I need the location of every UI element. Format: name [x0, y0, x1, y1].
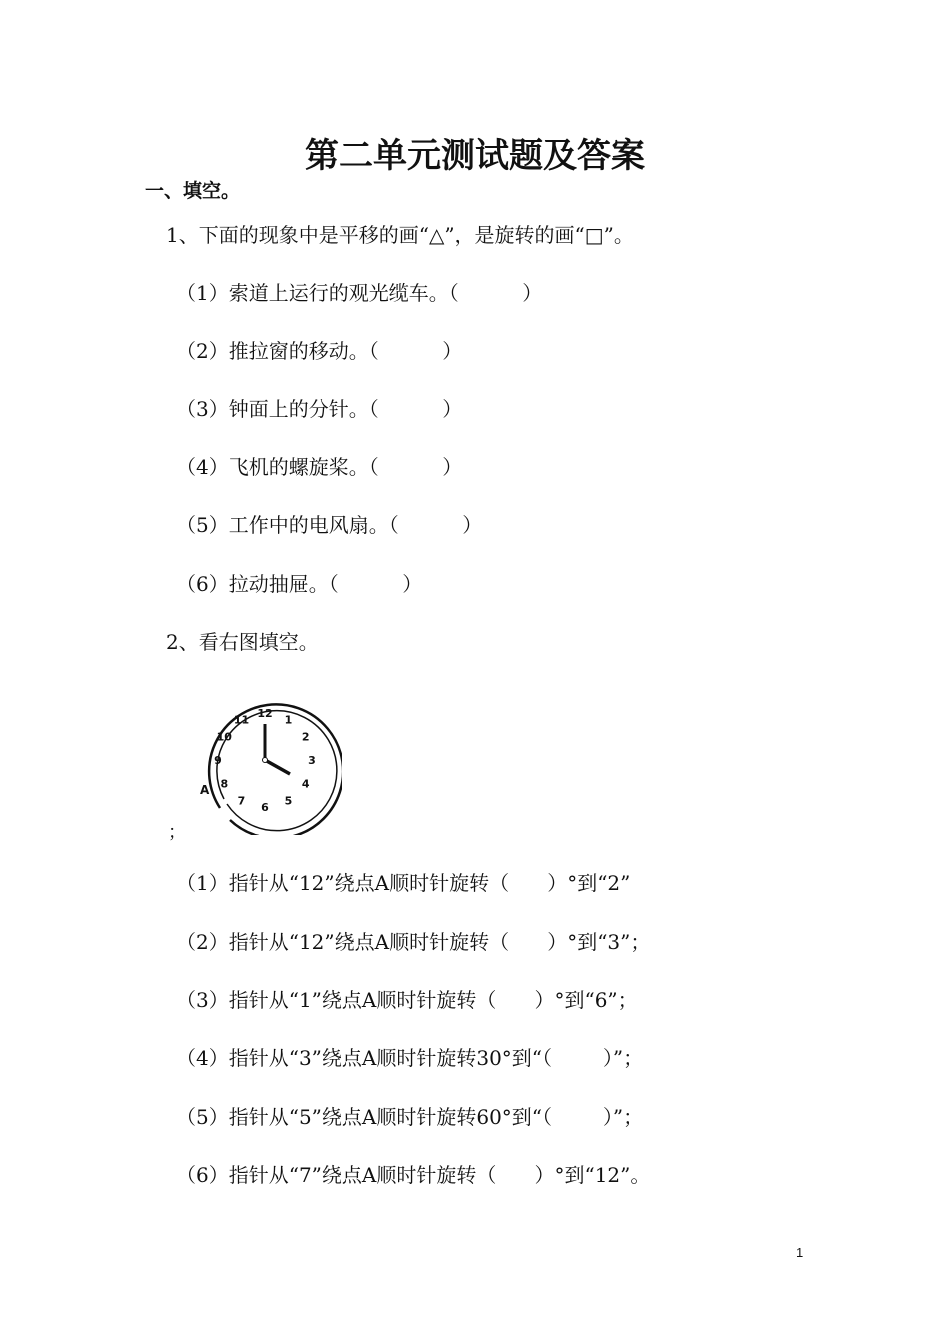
point-a-label: A	[200, 783, 210, 797]
page-number: 1	[796, 1245, 804, 1260]
q2-item-4: （4）指针从“3”绕点A顺时针旋转30°到“（ ）”；	[176, 1046, 644, 1070]
clock-numeral-6: 6	[261, 801, 269, 814]
hour-hand	[265, 760, 290, 774]
q1-item-6: （6）拉动抽屉。（ ）	[176, 572, 423, 596]
clock-numeral-7: 7	[237, 794, 246, 808]
question-2-stem: 2、看右图填空。	[166, 630, 319, 654]
clock-face-circle	[217, 711, 337, 831]
q1-item-4: （4）飞机的螺旋桨。（ ）	[176, 455, 463, 479]
section-heading: 一、填空。	[145, 180, 241, 202]
clock-center	[263, 758, 268, 763]
clock-figure	[192, 700, 342, 835]
clock-numeral-9: 9	[214, 754, 222, 767]
page-title: 第二单元测试题及答案	[305, 136, 645, 176]
q2-item-5: （5）指针从“5”绕点A顺时针旋转60°到“（ ）”；	[176, 1105, 644, 1129]
clock-numeral-1: 1	[284, 713, 293, 727]
q2-item-2: （2）指针从“12”绕点A顺时针旋转（ ）°到“3”；	[176, 930, 651, 954]
clock-numeral-8: 8	[220, 777, 229, 791]
semicolon-mark: ；	[168, 822, 186, 843]
clock-numeral-5: 5	[284, 794, 293, 808]
q2-item-6: （6）指针从“7”绕点A顺时针旋转（ ）°到“12”。	[176, 1163, 651, 1187]
q2-item-1: （1）指针从“12”绕点A顺时针旋转（ ）°到“2”	[176, 871, 631, 895]
q1-item-1: （1）索道上运行的观光缆车。（ ）	[176, 281, 543, 305]
q1-item-5: （5）工作中的电风扇。（ ）	[176, 513, 483, 537]
clock-outer-ring	[209, 704, 342, 835]
clock-numeral-2: 2	[301, 730, 310, 744]
q1-item-2: （2）推拉窗的移动。（ ）	[176, 339, 463, 363]
clock-numeral-11: 11	[233, 713, 250, 727]
clock-numeral-4: 4	[301, 777, 310, 791]
question-1-stem: 1、下面的现象中是平移的画“△”，是旋转的画“□”。	[166, 223, 634, 247]
q1-item-3: （3）钟面上的分针。（ ）	[176, 397, 463, 421]
clock-numeral-3: 3	[308, 754, 316, 767]
q2-item-3: （3）指针从“1”绕点A顺时针旋转（ ）°到“6”；	[176, 988, 638, 1012]
clock-numeral-10: 10	[216, 730, 232, 744]
clock-numeral-12: 12	[257, 707, 273, 720]
